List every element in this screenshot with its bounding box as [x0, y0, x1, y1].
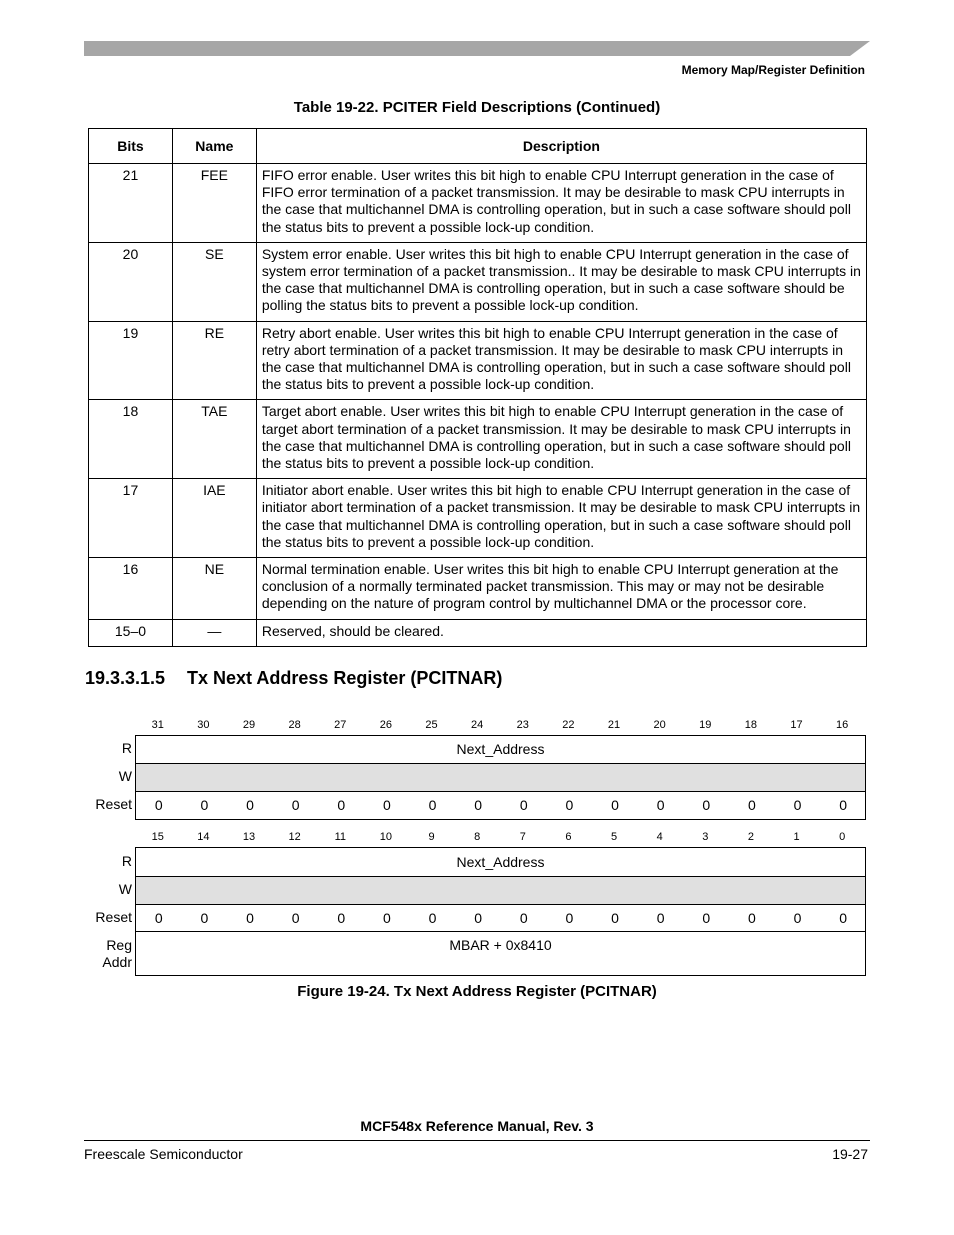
footer-rule: [84, 1140, 870, 1141]
reset-value: 0: [519, 910, 528, 926]
reset-value: 0: [793, 797, 802, 813]
reset-value: 0: [611, 797, 619, 813]
label-w-lower: W: [118, 881, 132, 897]
reset-value: 0: [565, 910, 574, 926]
reset-value: 0: [474, 797, 483, 813]
bit-number: 9: [428, 831, 435, 843]
field-descriptions-table: [88, 128, 867, 647]
cell-bits: 16: [89, 558, 173, 620]
field-next-address-upper: Next_Address: [456, 741, 545, 757]
bit-number: 17: [790, 719, 803, 731]
table-row: [89, 479, 867, 558]
table-row: [89, 321, 867, 400]
bit-number: 6: [565, 831, 572, 843]
cell-bits: 15–0: [89, 619, 173, 646]
write-row-lower: [136, 876, 865, 905]
reset-value: 0: [383, 797, 391, 813]
register-address-box: [135, 931, 866, 976]
reset-value: 0: [246, 910, 254, 926]
label-w-upper: W: [118, 768, 132, 784]
section-number: 19.3.3.1.5: [85, 668, 166, 688]
reset-value: 0: [291, 910, 300, 926]
cell-description: Retry abort enable. User writes this bit high to enable CPU Interrupt generation in the case of retry abort termination of a packet transmission. It may be desirable to mask CPU interrupts in the case that multichannel DMA is controlling operation, but in such a case software should poll the status bits to prevent a possible lock-up condition.: [256, 321, 866, 400]
bit-number: 19: [699, 719, 712, 731]
reset-value: 0: [154, 797, 163, 813]
cell-name: NE: [172, 558, 256, 620]
reset-value: 0: [291, 797, 300, 813]
cell-bits: 19: [89, 321, 173, 400]
cell-name: RE: [172, 321, 256, 400]
table-title: Table 19-22. PCITER Field Descriptions (Continued): [293, 99, 661, 116]
reset-value: 0: [839, 910, 848, 926]
bit-number: 23: [516, 719, 529, 731]
reset-value: 0: [428, 910, 437, 926]
cell-description: FIFO error enable. User writes this bit high to enable CPU Interrupt generation in the case of FIFO error termination of a packet transmission. It may be desirable to mask CPU interrupts in the case that multichannel DMA is controlling operation, but in such a case software should poll the status bits to prevent a possible lock-up condition.: [256, 164, 866, 243]
figure-caption: Figure 19-24. Tx Next Address Register (PCITNAR): [297, 983, 657, 1000]
footer-manual-title: MCF548x Reference Manual, Rev. 3: [360, 1118, 594, 1134]
register-upper-box: [135, 735, 866, 820]
bit-number: 3: [702, 831, 709, 843]
cell-description: Reserved, should be cleared.: [256, 619, 866, 646]
bit-number: 13: [242, 831, 256, 843]
table-row: [89, 558, 867, 620]
label-addr: Addr: [102, 954, 132, 970]
cell-bits: 17: [89, 479, 173, 558]
header-bits: Bits: [89, 129, 173, 164]
reset-value: 0: [200, 797, 209, 813]
label-reset-upper: Reset: [95, 796, 132, 812]
cell-bits: 20: [89, 242, 173, 321]
bit-number: 7: [519, 831, 526, 843]
bit-number: 4: [656, 831, 663, 843]
header-bar: [84, 41, 870, 56]
reset-value: 0: [337, 797, 346, 813]
bit-number: 25: [425, 719, 438, 731]
cell-bits: 21: [89, 164, 173, 243]
section-heading: [85, 668, 502, 689]
header-name: Name: [172, 129, 256, 164]
reset-value: 0: [154, 910, 163, 926]
reset-value: 0: [519, 797, 528, 813]
bit-number: 22: [562, 719, 575, 731]
bit-number: 30: [197, 719, 210, 731]
running-head: Memory Map/Register Definition: [681, 63, 865, 77]
cell-bits: 18: [89, 400, 173, 479]
bit-number: 31: [151, 719, 164, 731]
bit-number: 20: [653, 719, 666, 731]
bit-number: 1: [793, 831, 800, 843]
bit-number: 5: [610, 831, 618, 843]
bit-number: 28: [288, 719, 301, 731]
bit-number: 21: [607, 719, 621, 731]
reset-value: 0: [702, 910, 711, 926]
bit-number: 29: [242, 719, 256, 731]
reset-value: 0: [793, 910, 802, 926]
upper-bit-numbers: [135, 719, 865, 733]
reset-value: 0: [839, 797, 848, 813]
label-reset-lower: Reset: [95, 909, 132, 925]
register-lower-box: [135, 847, 866, 932]
table-row: [89, 164, 867, 243]
table-row: [89, 242, 867, 321]
bit-number: 18: [744, 719, 758, 731]
label-reg-addr: [102, 937, 132, 971]
reset-value: 0: [474, 910, 483, 926]
reset-value: 0: [611, 910, 619, 926]
table-header-row: [89, 129, 867, 164]
footer-page-number: 19-27: [832, 1146, 868, 1162]
reset-value: 0: [656, 797, 665, 813]
reset-value: 0: [565, 797, 574, 813]
table-row: [89, 619, 867, 646]
bit-number: 16: [836, 719, 849, 731]
table-row: [89, 400, 867, 479]
cell-name: —: [172, 619, 256, 646]
bit-number: 0: [839, 831, 846, 843]
field-next-address-lower: Next_Address: [456, 854, 545, 870]
bit-number: 14: [197, 831, 210, 843]
bit-number: 24: [471, 719, 484, 731]
bit-number: 27: [334, 719, 347, 731]
cell-description: Normal termination enable. User writes this bit high to enable CPU Interrupt generation at the conclusion of a normally terminated packet transmission. This may or may not be desirable depending on the nature of program control by multichannel DMA or the processor core.: [256, 558, 866, 620]
bit-number: 11: [334, 831, 346, 843]
cell-description: Target abort enable. User writes this bit high to enable CPU Interrupt generation in the case of target abort termination of a packet transmission. It may be desirable to mask CPU interrupts in the case that multichannel DMA is controlling operation, but in such a case software should poll the status bits to prevent a possible lock-up condition.: [256, 400, 866, 479]
label-r-lower: R: [121, 853, 132, 869]
label-r-upper: R: [121, 740, 132, 756]
reset-value: 0: [428, 797, 437, 813]
reset-value: 0: [200, 910, 209, 926]
label-reg: Reg: [106, 937, 132, 953]
lower-bit-numbers: [135, 831, 865, 845]
bit-number: 12: [288, 831, 301, 843]
reset-value: 0: [337, 910, 346, 926]
header-description: Description: [256, 129, 866, 164]
bit-number: 15: [151, 831, 164, 843]
reset-value: 0: [702, 797, 711, 813]
register-address: MBAR + 0x8410: [449, 937, 552, 953]
bit-number: 2: [747, 831, 754, 843]
reset-value: 0: [656, 910, 665, 926]
bit-number: 10: [379, 831, 393, 843]
footer-company: Freescale Semiconductor: [84, 1146, 243, 1162]
cell-name: FEE: [172, 164, 256, 243]
section-title: Tx Next Address Register (PCITNAR): [187, 668, 503, 688]
reset-value: 0: [748, 910, 756, 926]
cell-description: Initiator abort enable. User writes this bit high to enable CPU Interrupt generation in the case of initiator abort termination of a packet transmission. It may be desirable to mask CPU interrupts in the case that multichannel DMA is controlling operation, but in such a case software should poll the status bits to prevent a possible lock-up condition.: [256, 479, 866, 558]
cell-name: TAE: [172, 400, 256, 479]
write-row-upper: [136, 763, 865, 792]
reset-value: 0: [246, 797, 254, 813]
bit-number: 8: [474, 831, 481, 843]
reset-value: 0: [748, 797, 756, 813]
cell-name: SE: [172, 242, 256, 321]
bit-number: 26: [379, 719, 393, 731]
cell-name: IAE: [172, 479, 256, 558]
cell-description: System error enable. User writes this bit high to enable CPU Interrupt generation in the case of system error termination of a packet transmission.. It may be desirable to mask CPU interrupts in the case that multichannel DMA is controlling operation, but in such a case software should be polling the status bits to prevent a possible lock-up condition.: [256, 242, 866, 321]
reset-value: 0: [383, 910, 391, 926]
